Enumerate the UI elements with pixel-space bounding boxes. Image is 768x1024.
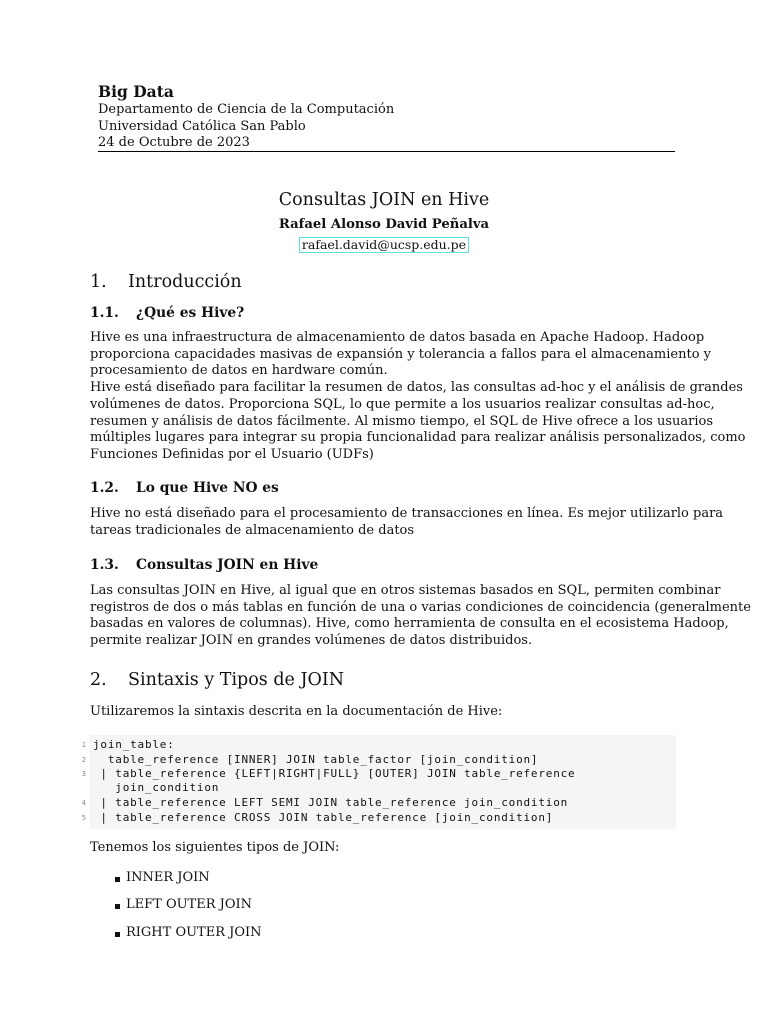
document-header bbox=[98, 82, 673, 152]
subsection-title: ¿Qué es Hive? bbox=[136, 305, 245, 321]
subsection-1-2-heading bbox=[90, 479, 279, 497]
list-item-text: LEFT OUTER JOIN bbox=[126, 897, 253, 912]
text-line: múltiples lugares para integrar su propia funcionalidad para realizar análisis personalizados, como bbox=[90, 430, 746, 446]
text-line: procesamiento de datos en hardware común. bbox=[90, 363, 388, 379]
subsection-1-3-heading bbox=[90, 556, 318, 574]
text-line: basadas en valores de columnas). Hive, como herramienta de consulta en el ecosistema Hadoop, bbox=[90, 616, 729, 632]
bullet-square-icon bbox=[115, 877, 120, 882]
code-line bbox=[90, 780, 676, 795]
line-number: 1 bbox=[81, 741, 86, 749]
code-line bbox=[81, 795, 676, 810]
section-1-heading bbox=[90, 271, 242, 293]
subsection-number: 1.2. bbox=[90, 480, 119, 496]
text-line: Hive es una infraestructura de almacenamiento de datos basada en Apache Hadoop. Hadoop bbox=[90, 330, 705, 345]
subsection-title: Lo que Hive NO es bbox=[136, 480, 279, 496]
text-line: registros de dos o más tablas en función de una o varias condiciones de coincidencia (generalmente bbox=[90, 599, 751, 615]
paper-title: Consultas JOIN en Hive bbox=[278, 190, 490, 210]
author-email-link[interactable]: rafael.david@ucsp.edu.pe bbox=[299, 237, 469, 253]
email-wrapper bbox=[0, 234, 768, 253]
header-rule bbox=[98, 151, 675, 152]
paragraph-join-queries bbox=[90, 583, 751, 650]
list-item-text: INNER JOIN bbox=[126, 870, 210, 885]
line-number: 4 bbox=[81, 799, 86, 807]
paragraph-what-hive-is-not bbox=[90, 506, 724, 539]
section-title: Sintaxis y Tipos de JOIN bbox=[128, 670, 345, 690]
subsection-title: Consultas JOIN en Hive bbox=[136, 557, 319, 573]
subsection-number: 1.3. bbox=[90, 557, 119, 573]
author-name: Rafael Alonso David Peñalva bbox=[278, 217, 490, 232]
line-number: 3 bbox=[81, 770, 86, 778]
section-number: 2. bbox=[90, 670, 107, 690]
section-2-heading bbox=[90, 669, 344, 691]
paragraph-syntax-intro bbox=[90, 704, 680, 721]
text-line: Funciones Definidas por el Usuario (UDFs) bbox=[90, 446, 374, 462]
text-line: Hive está diseñado para facilitar la resumen de datos, las consultas ad-hoc y el análisis de grandes bbox=[90, 380, 743, 396]
bullet-square-icon bbox=[115, 904, 120, 909]
code-text: table_reference [INNER] JOIN table_factor [join_condition] bbox=[93, 753, 539, 766]
bullet-square-icon bbox=[115, 932, 120, 937]
text-line: Las consultas JOIN en Hive, al igual que en otros sistemas basados en SQL, permiten combinar bbox=[90, 583, 721, 598]
text-line: resumen y análisis de datos fácilmente. Al mismo tiempo, el SQL de Hive ofrece a los usuarios bbox=[90, 413, 714, 429]
code-listing bbox=[81, 735, 676, 829]
text-line: permite realizar JOIN en grandes volúmenes de datos distribuidos. bbox=[90, 633, 533, 649]
section-number: 1. bbox=[90, 272, 107, 292]
university: Universidad Católica San Pablo bbox=[98, 118, 306, 134]
subsection-number: 1.1. bbox=[90, 305, 119, 321]
text-line: proporciona capacidades masivas de expansión y tolerancia a fallos para el almacenamiento y bbox=[90, 346, 712, 362]
text-line: volúmenes de datos. Proporciona SQL, lo que permite a los usuarios realizar consultas ad-hoc, bbox=[90, 396, 715, 412]
code-text: join_table: bbox=[93, 738, 175, 751]
code-line bbox=[81, 810, 676, 825]
header-date: 24 de Octubre de 2023 bbox=[98, 135, 250, 150]
code-line bbox=[81, 752, 676, 767]
text-line: tareas tradicionales de almacenamiento de datos bbox=[90, 522, 415, 538]
line-number: 2 bbox=[81, 756, 86, 764]
paragraph-what-is-hive bbox=[90, 330, 746, 464]
paragraph-join-types-intro bbox=[90, 840, 680, 857]
line-number: 5 bbox=[81, 814, 86, 822]
list-item-text: RIGHT OUTER JOIN bbox=[126, 925, 262, 940]
code-text: | table_reference LEFT SEMI JOIN table_reference join_condition bbox=[93, 796, 569, 809]
course-name: Big Data bbox=[98, 82, 174, 101]
subsection-1-1-heading bbox=[90, 304, 244, 322]
code-line bbox=[81, 766, 676, 781]
text-line: Tenemos los siguientes tipos de JOIN: bbox=[90, 840, 340, 855]
department: Departamento de Ciencia de la Computación bbox=[98, 102, 395, 117]
text-line: Hive no está diseñado para el procesamiento de transacciones en línea. Es mejor utilizarlo para bbox=[90, 506, 724, 521]
code-text: join_condition bbox=[93, 781, 220, 794]
code-line bbox=[81, 737, 676, 752]
code-text: | table_reference {LEFT|RIGHT|FULL} [OUTER] JOIN table_reference bbox=[93, 767, 576, 780]
code-text: | table_reference CROSS JOIN table_reference [join_condition] bbox=[93, 811, 554, 824]
section-title: Introducción bbox=[128, 272, 242, 292]
text-line: Utilizaremos la sintaxis descrita en la documentación de Hive: bbox=[90, 704, 503, 719]
